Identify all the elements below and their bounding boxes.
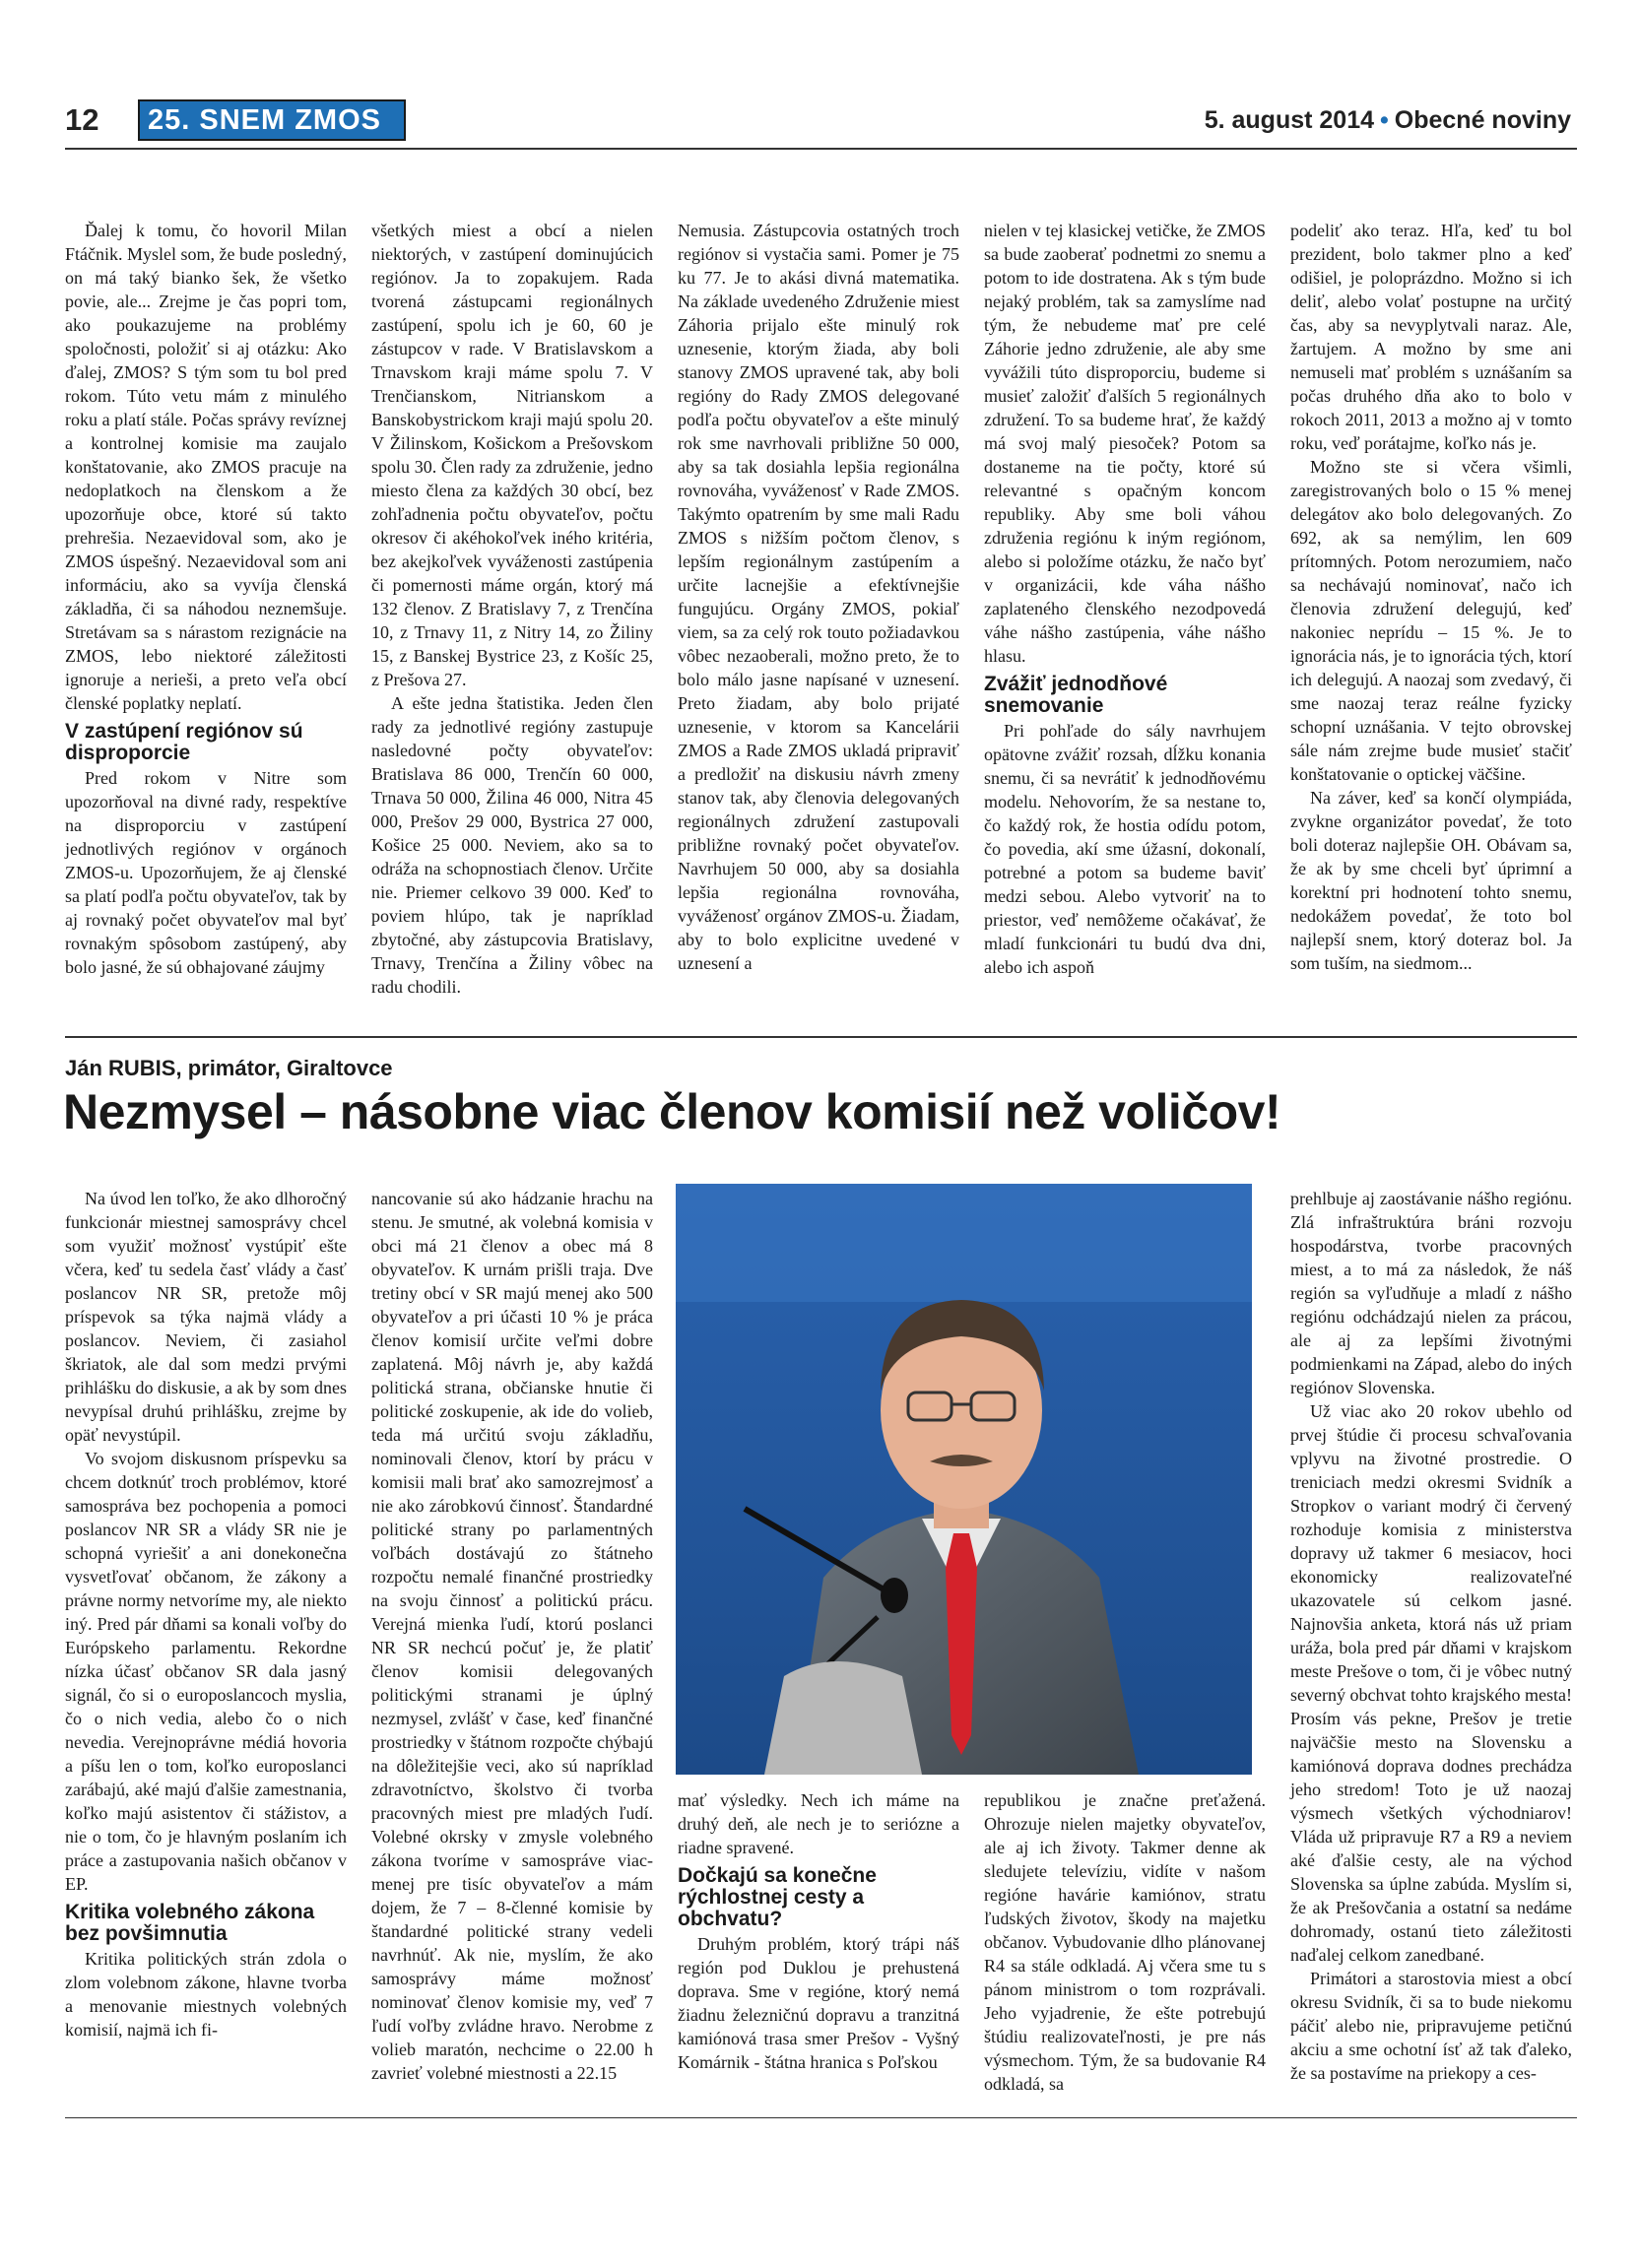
section-label: 25. SNEM ZMOS	[138, 99, 406, 141]
subheading: Dočkajú sa konečne rýchlostnej cesty a obchvatu?	[678, 1864, 877, 1930]
paragraph: Na úvod len toľko, že ako dlhoročný funkcionár miestnej samosprávy chcel som využiť možnosť vystúpiť ešte včera, keď tu sedela časť vlády a časť poslancov NR SR, pretože môj príspevok sa týka najmä vlády a poslancov. Neviem, či zasiahol škriatok, ale dal som medzi prvými prihlášku do diskusie, a ak by som dnes nevypísal druhú prihlášku, zrejme by opäť nevystúpil.	[65, 1189, 347, 1445]
bottom-column-2	[371, 1187, 653, 2085]
publication-name: Obecné noviny	[1394, 106, 1571, 134]
issue-info	[1205, 106, 1571, 135]
paragraph: mať výsledky. Nech ich máme na druhý deň, ale nech je to seriózne a riadne spravené.	[678, 1790, 959, 1857]
paragraph: Kritika politických strán zdola o zlom volebnom zákone, hlavne tvorba a menovanie miestnych volebných komisií, najmä ich fi-	[65, 1949, 347, 2040]
bottom-column-5	[1290, 1187, 1572, 2085]
header-rule	[65, 148, 1577, 150]
paragraph: Vo svojom diskusnom príspevku sa chcem dotknúť troch problémov, ktoré samospráva bez pochopenia a pomoci poslancov NR SR a vlády SR nie je schopná vyriešiť a ani donekonečna vysvetľovať občanom, že zákony a právne normy netvoríme my, ale niekto iný. Pred pár dňami sa konali voľby do Európskeho parlamentu. Rekordne nízka účasť občanov SR dala jasný signál, čo si o europoslancoch myslia, čo o nich vedia, alebo čo o nich nevedia. Verejnoprávne médiá hovoria a píšu len o tom, koľko europoslanci zarábajú, aké majú ďalšie zamestnania, koľko majú asistentov či stážistov, a nie o tom, čo je hlavným poslaním ich práce a zastupovania našich občanov v EP.	[65, 1449, 347, 1894]
top-column-2	[371, 219, 653, 999]
paragraph: republikou je značne preťažená. Ohrozuje nielen majetky obyvateľov, ale aj ich životy. Takmer denne ak sledujete televíziu, vidíte v našom regióne havárie kamiónov, stratu ľudských životov, škody na majetku občanov. Vybudovanie dlho plánovanej R4 sa stále odkladá. Aj včera sme tu s pánom ministrom o tom rozprávali. Jeho vyjadrenie, že ešte potrebujú štúdiu realizovateľnosti, je pre nás výsmechom. Tým, že sa budovanie R4 odkladá, sa	[984, 1790, 1266, 2094]
author-byline: Ján RUBIS, primátor, Giraltovce	[65, 1056, 393, 1080]
paragraph: A ešte jedna štatistika. Jeden člen rady za jednotlivé regióny zastupuje nasledovné počty obyvateľov: Bratislava 86 000, Trenčín 60 000, Trnava 50 000, Žilina 46 000, Nitra 45 000, Prešov 29 000, Bystrica 27 000, Košice 25 000. Neviem, ako sa to odráža na schopnostiach členov. Určite nie. Priemer celkovo 39 000. Keď to poviem hlúpo, tak je napríklad zbytočné, aby zástupcovia Bratislavy, Trnavy, Trenčína a Žiliny vôbec na radu chodili.	[371, 693, 653, 997]
paragraph: Ďalej k tomu, čo hovoril Milan Ftáčnik. Myslel som, že bude posledný, on má taký bianko šek, že všetko povie, ale... Zrejme je čas popri tom, ako poukazujeme na problémy spoločnosti, položiť si aj otázku: Ako ďalej, ZMOS? S tým som tu bol pred rokom. Túto vetu mám z minulého roku a platí stále. Počas správy revíznej a kontrolnej komisie ma zaujalo konštatovanie, ako ZMOS pracuje na nedoplatkoch na členskom a že upozorňuje obce, ktoré sú takto prehrešia. Nezaevidoval som, ako je ZMOS úspešný. Nezaevidoval som ani informáciu, ako sa vyvíja členská základňa, či sa náhodou neznemšuje. Stretávam sa s nárastom rezignácie na ZMOS, lebo niektoré záležitosti ignoruje a nerieši, a preto veľa obcí členské poplatky neplatí.	[65, 221, 347, 713]
bottom-column-3	[678, 1788, 959, 2074]
subheading: Zvážiť jednodňové snemovanie	[984, 673, 1168, 717]
page-number: 12	[65, 102, 99, 137]
paragraph: všetkých miest a obcí a nielen niektorých, v zastúpení dominujúcich regiónov. Ja to zopakujem. Rada tvorená zástupcami regionálnych zastúpení, spolu ich je 60, 60 je zástupcov v rade. V Bratislavskom a Trnavskom kraji máme spolu 7. V Trenčianskom, Nitrianskom a Banskobystrickom kraji majú spolu 20. V Žilinskom, Košickom a Prešovskom spolu 30. Člen rady za združenie, jedno miesto člena za každých 30 obcí, bez zohľadnenia počtu obyvateľov, počtu okresov či akéhokoľvek iného kritéria, bez akejkoľvek vyváženosti zastúpenia či pomernosti máme orgán, ktorý má 132 členov. Z Bratislavy 7, z Trenčína 10, z Trnavy 11, z Nitry 14, zo Žiliny 15, z Banskej Bystrice 23, z Košíc 25, z Prešova 27.	[371, 221, 653, 689]
paragraph: Pri pohľade do sály navrhujem opätovne zvážiť rozsah, dĺžku konania snemu, či sa nevrátiť k jednodňovému modelu. Nehovorím, že sa nestane to, čo každý rok, že hostia odídu potom, čo povedia, akí sme úžasní, dokonalí, potrebné a potom sa budeme baviť medzi sebou. Alebo vytvoriť na to priestor, veď nemôžeme očakávať, že mladí funkcionári tu budú dva dni, alebo ich aspoň	[984, 721, 1266, 977]
article-divider	[65, 1036, 1577, 1038]
paragraph: Možno ste si včera všimli, zaregistrovaných bolo o 15 % menej delegátov ako bolo delegovaných. Zo 692, ak sa nemýlim, len 609 prítomných. Potom nerozumiem, načo sa nechávajú nominovať, načo ich členovia združení delegujú, keď nakoniec neprídu – 15 %. Je to ignorácia nás, je to ignorácia tých, ktorí ich delegujú. A naozaj som zvedavý, či sme naozaj teraz reálne fyzicky schopní uznášania. V tejto obrovskej sále nám zrejme bude musieť stačiť konštatovanie o optickej väčšine.	[1290, 457, 1572, 784]
paragraph: prehlbuje aj zaostávanie nášho regiónu. Zlá infraštruktúra bráni rozvoju hospodárstva, tvorbe pracovných miest, a to má za následok, že náš región sa vyľudňuje a mladí z nášho regiónu odchádzajú nielen za prácou, ale aj za lepšími životnými podmienkami na Západ, alebo do iných regiónov Slovenska.	[1290, 1189, 1572, 1397]
paragraph: Už viac ako 20 rokov ubehlo od prvej štúdie či procesu schvaľovania vplyvu na životné prostredie. O treniciach medzi okresmi Svidník a Stropkov o variant modrý či červený rozhodujе komisia z ministerstva dopravy už takmer 6 mesiacov, hoci ekonomicky realizovateľné ukazovatele sú celkom jasné. Najnovšia anketa, ktorá nás už priam uráža, bola pred pár dňami v krajskom meste Prešove o tom, či je vôbec nutný severný obchvat tohto krajského mesta! Prosím vás pekne, Prešov je tretie najväčšie mesto na Slovensku a kamiónová doprava dodnes prechádza jeho stredom! Toto je už naozaj výsmech všetkých východniarov! Vláda už pripravuje R7 a R9 a neviem aké ďalšie cesty, ale na východ Slovenska sa úplne zabúda. Myslím si, že ak Prešovčania a ostatní sa nedáme dohromady, ostanú tieto záležitosti naďalej celkom zanedbané.	[1290, 1401, 1572, 1965]
paragraph: Na záver, keď sa končí olympiáda, zvykne organizátor povedať, že toto boli doteraz najlepšie OH. Obávam sa, že ak by sme chceli byť úprimní a korektní pri hodnotení tohto snemu, nedokážem povedať, že toto bol najlepší snem, ktorý doteraz bol. Ja som tuším, na siedmom...	[1290, 788, 1572, 973]
subheading: V zastúpení regiónov sú disproporcie	[65, 720, 303, 764]
top-column-3	[678, 219, 959, 975]
paragraph: Nemusia. Zástupcovia ostatných troch regiónov si vystačia sami. Pomer je 75 ku 77. Je to akási divná matematika. Na základe uvedeného Združenie miest Záhoria prijalo ešte minulý rok uznesenie, ktorým žiada, aby boli stanovy ZMOS upravené tak, aby boli regióny do Rady ZMOS delegované podľa počtu obyvateľov a ešte minulý rok sme navrhovali približne 50 000, aby sa tak dosiahla lepšia regionálna rovnováha, vyváženosť v Rade ZMOS. Takýmto opatrením by sme mali Radu ZMOS s nižším počtom členov, s lepším regionálnym zastúpením a určite lacnejšie a efektívnejšie fungujúcu. Orgány ZMOS, pokiaľ viem, sa za celý rok touto požiadavkou vôbec nezaoberali, možno preto, že to bolo málo jasne napísané v uznesení. Preto žiadam, aby bolo prijaté uznesenie, v ktorom sa Kancelárii ZMOS a Rade ZMOS ukladá pripraviť a predložiť na diskusiu návrh zmeny stanov tak, aby členovia delegovaných regionálnych združení zastupovali približne rovnaký počet obyvateľov. Navrhujem 50 000, aby sa dosiahla lepšia regionálna rovnováha, vyváženosť orgánov ZMOS-u. Žiadam, aby to bolo explicitne uvedené v uznesení a	[678, 221, 959, 973]
top-column-5	[1290, 219, 1572, 975]
issue-date: 5. august 2014	[1204, 106, 1375, 134]
article-headline: Nezmysel – násobne viac členov komisií než voličov!	[63, 1084, 1281, 1139]
paragraph: nielen v tej klasickej vetičke, že ZMOS sa bude zaoberať podnetmi zo snemu a potom to ide dostratena. Ak s tým bude nejaký problém, tak sa zamyslíme nad tým, že nebudeme mať pre celé Záhorie jedno združenie, ale aby sme vyvážili túto disproporciu, budeme si musieť založiť ďalších 5 regionálnych združení. To sa budeme hrať, že každý má svoj malý piesoček? Potom sa dostaneme na tie počty, ktoré sú relevantné s opačným koncom republiky. Aby sme boli váhou združenia regiónu k iným regiónom, alebo si položíme otázku, že načo byť v organizácii, kde váha nášho zaplateného členského nezodpovedá váhe nášho zastúpenia, váhe nášho hlasu.	[984, 221, 1266, 666]
paragraph: Pred rokom v Nitre som upozorňoval na divné rady, respektíve na disproporciu v zastúpení jednotlivých regiónov v orgánoch ZMOS-u. Upozorňujem, že aj členské sa platí podľa počtu obyvateľov, tak by aj rovnaký počet obyvateľov mal byť rovnakým spôsobom zastúpený, aby bolo jasné, že sú obhajované záujmy	[65, 768, 347, 977]
top-column-4	[984, 219, 1266, 979]
speaker-photo-illustration	[676, 1184, 1252, 1775]
top-column-1	[65, 219, 347, 979]
bottom-column-1	[65, 1187, 347, 2041]
separator-dot: •	[1380, 106, 1389, 134]
paragraph: Druhým problém, ktorý trápi náš región pod Duklou je prehustená doprava. Sme v regióne, ktorý nemá žiadnu železničnú dopravu a tranzitná kamiónová trasa smer Prešov - Vyšný Komárnik - štátna hranica s Poľskou	[678, 1934, 959, 2072]
speaker-photo	[676, 1184, 1252, 1775]
paragraph: nancovanie sú ako hádzanie hrachu na stenu. Je smutné, ak volebná komisia v obci má 21 členov a obec má 8 obyvateľov. K urnám prišli traja. Dve tretiny obcí v SR majú menej ako 500 obyvateľov a pri účasti 10 % je práca členov komisií určite veľmi dobre zaplatená. Môj návrh je, aby každá politická strana, občianske hnutie či politické zoskupenie, ak ide do volieb, teda má určitú svoju základňu, nominovali členov, ktorí by prácu v komisii mali brať ako samozrejmosť a nie ako zárobkovú činnosť. Štandardné politické strany po parlamentných voľbách dostávajú zo štátneho rozpočtu nemalé finančné prostriedky na svoju činnosť a politickú prácu. Verejná mienka ľudí, ktorú poslanci NR SR nechcú počuť je, že platiť členov komisii delegovaných politickými stranami je úplný nezmysel, zvlášť v čase, keď finančné prostriedky v štátnom rozpočte chýbajú na dôležitejšie veci, ako sú napríklad zdravotníctvo, školstvo či tvorba pracovných miest pre mladých ľudí. Volebné okrsky v zmysle volebného zákona tvoríme v samospráve viac-menej pre tisíc obyvateľov a mám dojem, že 7 – 8-členné komisie by štandardné politické strany vedeli navrhnúť. Ak nie, myslím, že ako samosprávy máme možnosť nominovať členov komisie my, veď 7 ľudí voľby zvládne hravo. Nerobme z volieb maratón, nechcime o 22.00 h zavrieť volebné miestnosti a 22.15	[371, 1189, 653, 2083]
footer-rule	[65, 2117, 1577, 2118]
bottom-column-4	[984, 1788, 1266, 2096]
paragraph: Primátori a starostovia miest a obcí okresu Svidník, či sa to bude niekomu páčiť alebo nie, pripravujeme petičnú akciu a sme ochotní ísť až tak ďaleko, že sa postavíme na priekopy a ces-	[1290, 1969, 1572, 2083]
subheading: Kritika volebného zákona bez povšimnutia	[65, 1901, 315, 1945]
paragraph: podeliť ako teraz. Hľa, keď tu bol prezident, bolo takmer plno a keď odišiel, je poloprázdno. Možno si ich deliť, alebo volať postupne na určitý čas, aby sa nevyplytvali naraz. Ale, žartujem. A možno by sme ani nemuseli mať problém s uznášaním sa počas druhého dňa ako to bolo v rokoch 2011, 2013 a možno aj v tomto roku, veď porátajme, koľko nás je.	[1290, 221, 1572, 453]
